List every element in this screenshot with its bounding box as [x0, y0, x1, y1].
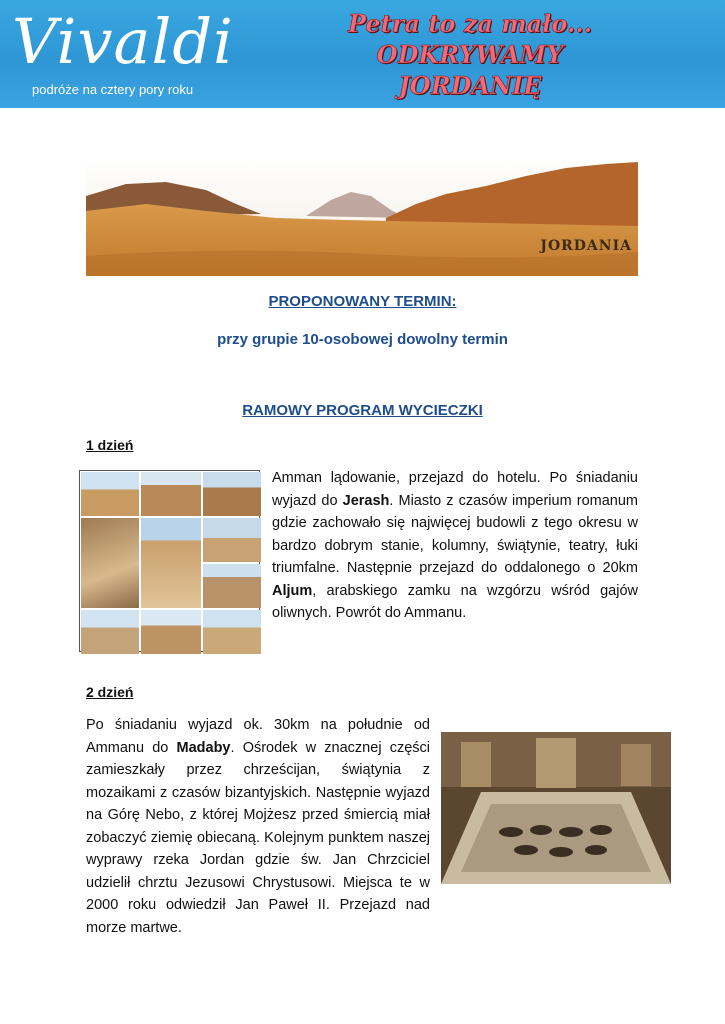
- collage-photo: [203, 472, 261, 516]
- collage-photo: [203, 518, 261, 562]
- vivaldi-logo: Vivaldi: [12, 5, 234, 78]
- headline-line-1: Petra to za mało...: [347, 9, 593, 38]
- place-aljum: Aljum: [272, 582, 313, 599]
- desert-photo: [86, 156, 638, 276]
- collage-photo: [81, 518, 139, 608]
- madaba-mosaic-photo: [441, 732, 671, 884]
- collage-photo: [141, 610, 201, 654]
- collage-photo: [141, 472, 201, 516]
- day-2-text-2: . Ośrodek w znacznej części zamieszkały przez chrześcijan, świątynia z mozaikami z czasów bizantyjskich. Następnie wyjazd na Górę Nebo, z której Mojżesz przed śmiercią miał zobaczyć ziemię obiecaną. Kolejnym punktem naszej wyprawy rzeka Jordan gdzie św. Jan Chrzciciel udzielił chrztu Jezusowi Chrystusowi. Miejsca te w 2000 roku odwiedził Jan Paweł II. Przejazd nad morze martwe.: [86, 739, 430, 936]
- headline-line-3: JORDANIĘ: [398, 71, 542, 100]
- term-value: przy grupie 10-osobowej dowolny termin: [217, 331, 508, 348]
- day-2-text: [86, 714, 430, 939]
- day-2-label: 2 dzień: [86, 684, 134, 700]
- place-jerash: Jerash: [342, 492, 390, 509]
- collage-photo: [81, 472, 139, 516]
- jordania-label: JORDANIA: [540, 238, 632, 254]
- day-2-text-1: Po śniadaniu wyjazd ok. 30km na południe od Ammanu do: [86, 717, 430, 756]
- collage-photo: [203, 610, 261, 654]
- collage-photo: [81, 610, 139, 654]
- headline: [300, 8, 640, 101]
- day-1-text-3: , arabskiego zamku na wzgórzu wśród gajów oliwnych. Powrót do Ammanu.: [272, 582, 638, 621]
- jerash-collage: [79, 470, 260, 652]
- header-banner: [0, 0, 725, 108]
- term-heading: PROPONOWANY TERMIN:: [268, 293, 457, 310]
- day-1-text-2: . Miasto z czasów imperium romanum gdzie zachowało się najwięcej budowli z tego okresu w bardzo dobrym stanie, kolumny, świątynie, teatry, łuki triumfalne. Następnie przejazd do oddalonego o 20km: [272, 492, 639, 576]
- collage-photo: [203, 564, 261, 608]
- place-madaba: Madaby: [176, 739, 231, 756]
- day-1-label: 1 dzień: [86, 437, 134, 453]
- day-1-text: [272, 467, 638, 625]
- headline-line-2: ODKRYWAMY: [376, 40, 564, 69]
- logo-tagline: podróże na cztery pory roku: [32, 82, 194, 97]
- collage-photo: [141, 518, 201, 608]
- program-heading: RAMOWY PROGRAM WYCIECZKI: [242, 402, 483, 419]
- day-1-text-1: Amman lądowanie, przejazd do hotelu. Po śniadaniu wyjazd do: [272, 470, 638, 509]
